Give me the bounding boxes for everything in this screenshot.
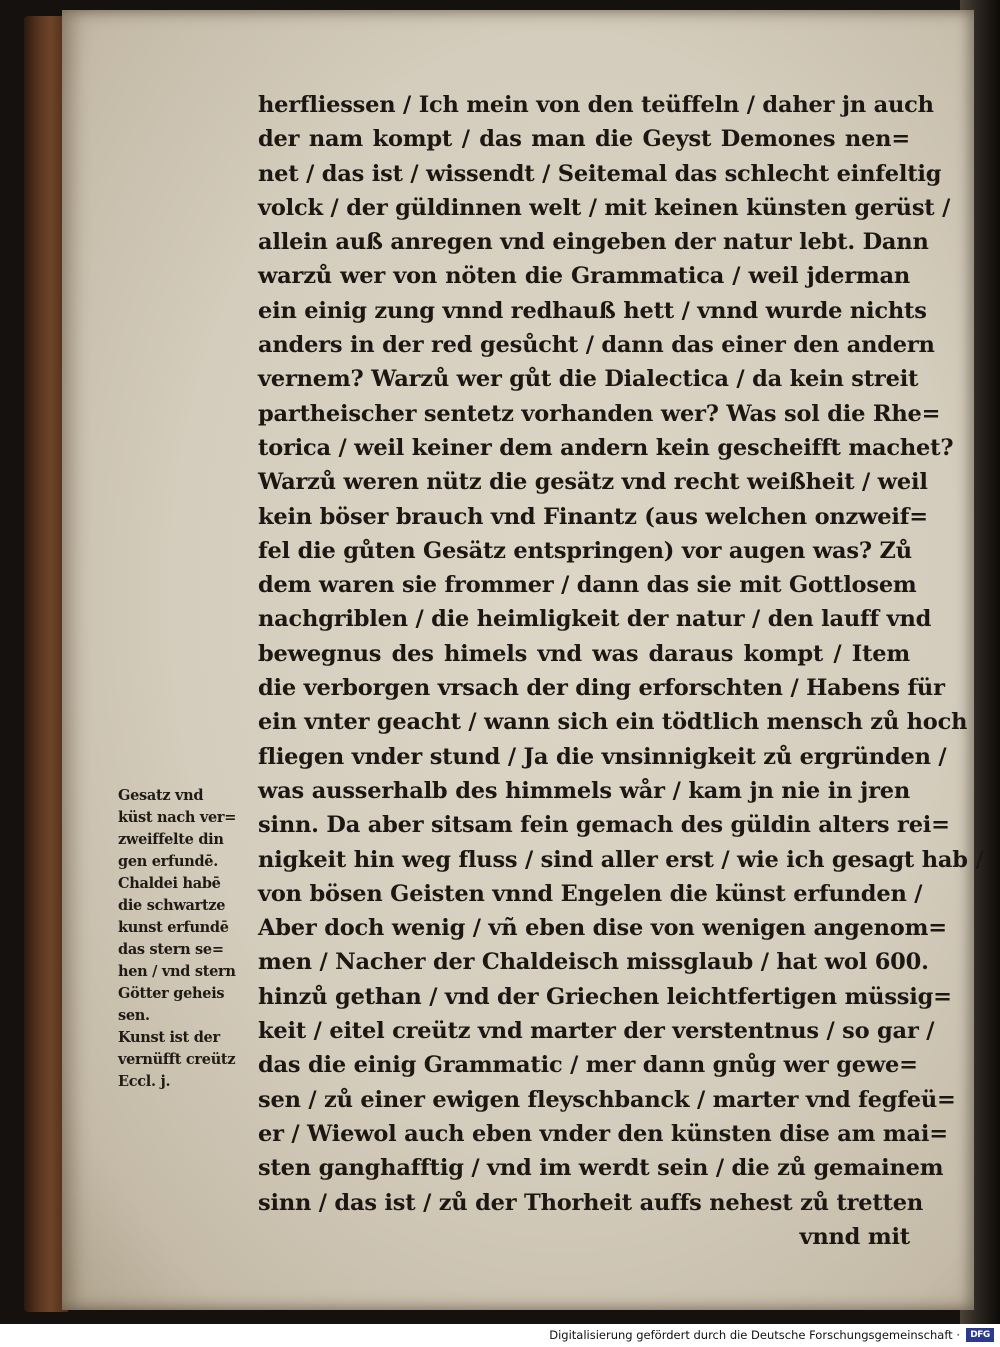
text-line: sten ganghafftig / vnd im werdt sein / die zů gemainem — [258, 1155, 944, 1182]
margin-note-line: küst nach ver= — [118, 809, 237, 826]
text-line: nachgriblen / die heimligkeit der natur / den lauff vnd — [258, 606, 932, 633]
text-line: ein vnter geacht / wann sich ein tödtlich mensch zů hoch — [258, 709, 968, 736]
margin-note-line: Eccl. j. — [118, 1073, 171, 1090]
text-line: sinn / das ist / zů der Thorheit auffs nehest zů tretten — [258, 1189, 924, 1216]
margin-note-line: gen erfundē. — [118, 853, 218, 870]
margin-note-line: kunst erfundē — [118, 919, 229, 936]
text-line: bewegnus des himels vnd was daraus kompt / Item — [258, 640, 910, 667]
text-line: net / das ist / wissendt / Seitemal das schlecht einfeltig — [258, 160, 942, 187]
text-line: von bösen Geisten vnnd Engelen die künst erfunden / — [258, 880, 923, 907]
text-line: Warzů weren nütz die gesätz vnd recht weißheit / weil — [258, 469, 928, 496]
margin-note-line: hen / vnd stern — [118, 963, 236, 980]
text-line: fel die gůten Gesätz entspringen) vor augen was? Zů — [258, 537, 912, 564]
text-line: anders in der red gesůcht / dann das einer den andern — [258, 332, 935, 359]
text-line: Aber doch wenig / vñ eben dise von wenigen angenom= — [258, 915, 947, 942]
book-page — [62, 10, 984, 1310]
text-line: das die einig Grammatic / mer dann gnůg wer gewe= — [258, 1052, 918, 1079]
funding-credit: Digitalisierung gefördert durch die Deutsche Forschungsgemeinschaft · — [549, 1328, 960, 1342]
margin-note-line: Gesatz vnd — [118, 787, 204, 804]
text-line: warzů wer von nöten die Grammatica / weil jderman — [258, 263, 910, 290]
text-line: fliegen vnder stund / Ja die vnsinnigkeit zů ergründen / — [258, 743, 947, 770]
text-line: keit / eitel creütz vnd marter der verstentnus / so gar / — [258, 1018, 935, 1045]
margin-note-line: Götter geheis — [118, 985, 225, 1002]
margin-note-line: Kunst ist der — [118, 1029, 220, 1046]
text-line: vernem? Warzů wer gůt die Dialectica / da kein streit — [258, 366, 919, 393]
footer-bar — [0, 1324, 1000, 1347]
text-line: kein böser brauch vnd Finantz (aus welchen onzweif= — [258, 503, 928, 530]
margin-note-line: die schwartze — [118, 897, 226, 914]
text-line: torica / weil keiner dem andern kein gescheifft machet? — [258, 434, 954, 461]
text-line: ein einig zung vnnd redhauß hett / vnnd wurde nichts — [258, 297, 927, 324]
text-line: hinzů gethan / vnd der Griechen leichtfertigen müssig= — [258, 983, 952, 1010]
margin-note-line: das stern se= — [118, 941, 224, 958]
text-line: sen / zů einer ewigen fleyschbanck / marter vnd fegfeü= — [258, 1086, 956, 1113]
text-line: vnnd mit — [799, 1223, 910, 1250]
text-line: nigkeit hin weg fluss / sind aller erst / wie ich gesagt hab / — [258, 846, 984, 873]
margin-note-line: vernüfft creütz — [118, 1051, 236, 1068]
text-line: herfliessen / Ich mein von den teüffeln / daher jn auch — [258, 92, 934, 118]
text-line: er / Wiewol auch eben vnder den künsten dise am mai= — [258, 1120, 948, 1147]
margin-note — [118, 785, 258, 1093]
margin-note-line: zweiffelte din — [118, 831, 224, 848]
dfg-logo-icon: DFG — [966, 1328, 994, 1342]
main-text-block — [258, 88, 984, 1254]
text-line: dem waren sie frommer / dann das sie mit Gottlosem — [258, 572, 917, 599]
margin-note-line: Chaldei habē — [118, 875, 221, 892]
text-line: sinn. Da aber sitsam fein gemach des güldin alters rei= — [258, 812, 950, 839]
text-line: volck / der güldinnen welt / mit keinen künsten gerüst / — [258, 194, 951, 221]
text-line: men / Nacher der Chaldeisch missglaub / hat wol 600. — [258, 949, 929, 976]
text-line: was ausserhalb des himmels wår / kam jn nie in jren — [258, 777, 910, 804]
text-line: allein auß anregen vnd eingeben der natur lebt. Dann — [258, 229, 929, 256]
text-line: partheischer sentetz vorhanden wer? Was sol die Rhe= — [258, 400, 941, 427]
text-line: der nam kompt / das man die Geyst Demones nen= — [258, 126, 910, 153]
margin-note-line: sen. — [118, 1007, 150, 1024]
text-line: die verborgen vrsach der ding erforschten / Habens für — [258, 675, 945, 702]
